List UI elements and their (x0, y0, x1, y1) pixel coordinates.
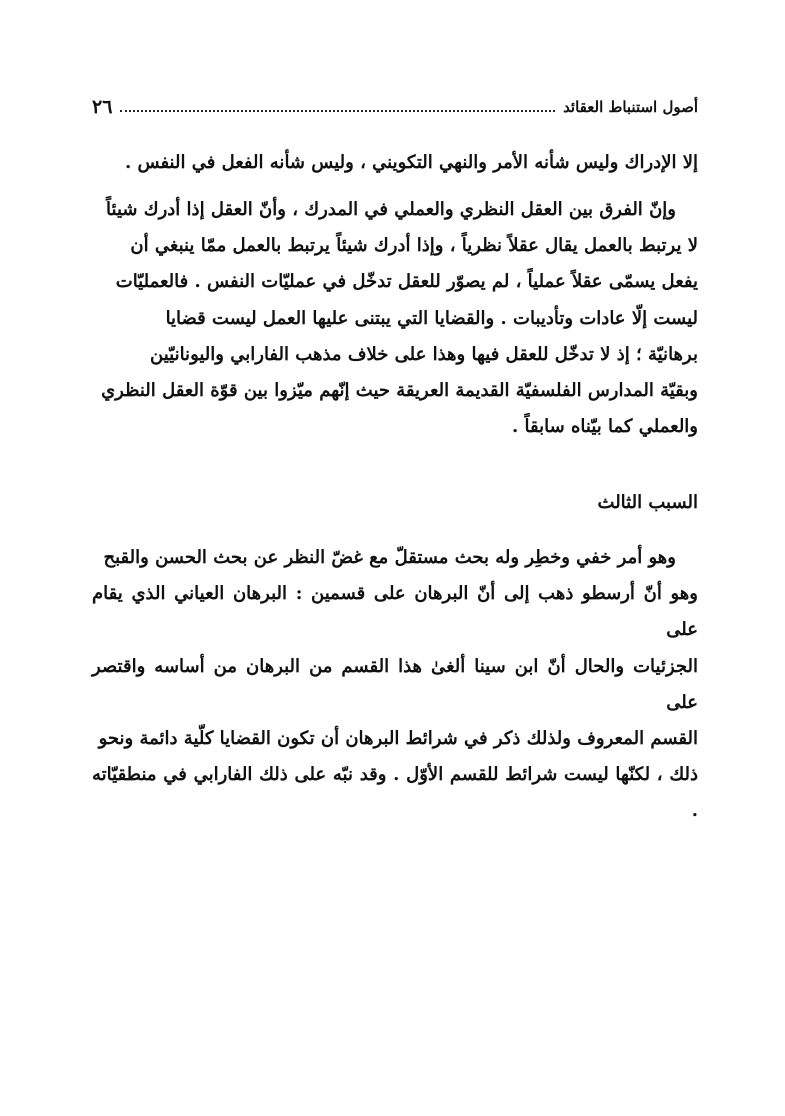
text-line: ليست إلّا عادات وتأديبات . والقضايا التي يبتنى عليها العمل ليست قضايا (165, 307, 698, 329)
text-line: وبقيّة المدارس الفلسفيّة القديمة العريقة حيث إنّهم ميّزوا بين قوّة العقل النظري (101, 380, 698, 402)
text-line: ذلك ، لكنّها ليست شرائط للقسم الأوّل . وقد نبّه على ذلك الفارابي في منطقيّاته . (92, 764, 698, 822)
text-line: يفعل يسمّى عقلاً عملياً ، لم يصوّر للعقل تدخّل في عمليّات النفس . فالعمليّات (115, 271, 698, 293)
text-line: وهو أمر خفي وخطِر وله بحث مستقلّ مع غضّ النظر عن بحث الحسن والقبح (103, 547, 676, 568)
text-line: وهو أنّ أرسطو ذهب إلى أنّ البرهان على قسمين : البرهان العياني الذي يقام على (92, 583, 698, 641)
running-title: أصول استنباط العقائد (563, 98, 698, 116)
text-line: إلا الإدراك وليس شأنه الأمر والنهي التكويني ، وليس شأنه الفعل في النفس . (124, 152, 698, 173)
page-number: ٢٦ (92, 96, 113, 118)
text-line: الجزئيات والحال أنّ ابن سينا ألغىٰ هذا القسم من البرهان من أساسه واقتصر على (92, 655, 698, 713)
text-line: لا يرتبط بالعمل يقال عقلاً نظرياً ، وإذا أدرك شيئاً يرتبط بالعمل ممّا ينبغي أن (130, 235, 698, 257)
paragraph-1 (92, 145, 698, 181)
paragraph-3 (92, 540, 698, 830)
header-dotted-leader (120, 102, 555, 112)
section-heading: السبب الثالث (597, 492, 698, 513)
text-line: وإنّ الفرق بين العقل النظري والعملي في المدرك ، وأنّ العقل إذا أدرك شيئاً (106, 199, 676, 220)
text-line: برهانيّة ؛ إذ لا تدخّل للعقل فيها وهذا على خلاف مذهب الفارابي واليونانيّين (150, 343, 698, 365)
paragraph-2 (92, 192, 698, 445)
running-header (92, 92, 698, 122)
text-line: والعملي كما بيّناه سابقاً . (512, 416, 698, 438)
text-line: القسم المعروف ولذلك ذكر في شرائط البرهان أن تكون القضايا كلّية دائمة ونحو (98, 728, 698, 750)
